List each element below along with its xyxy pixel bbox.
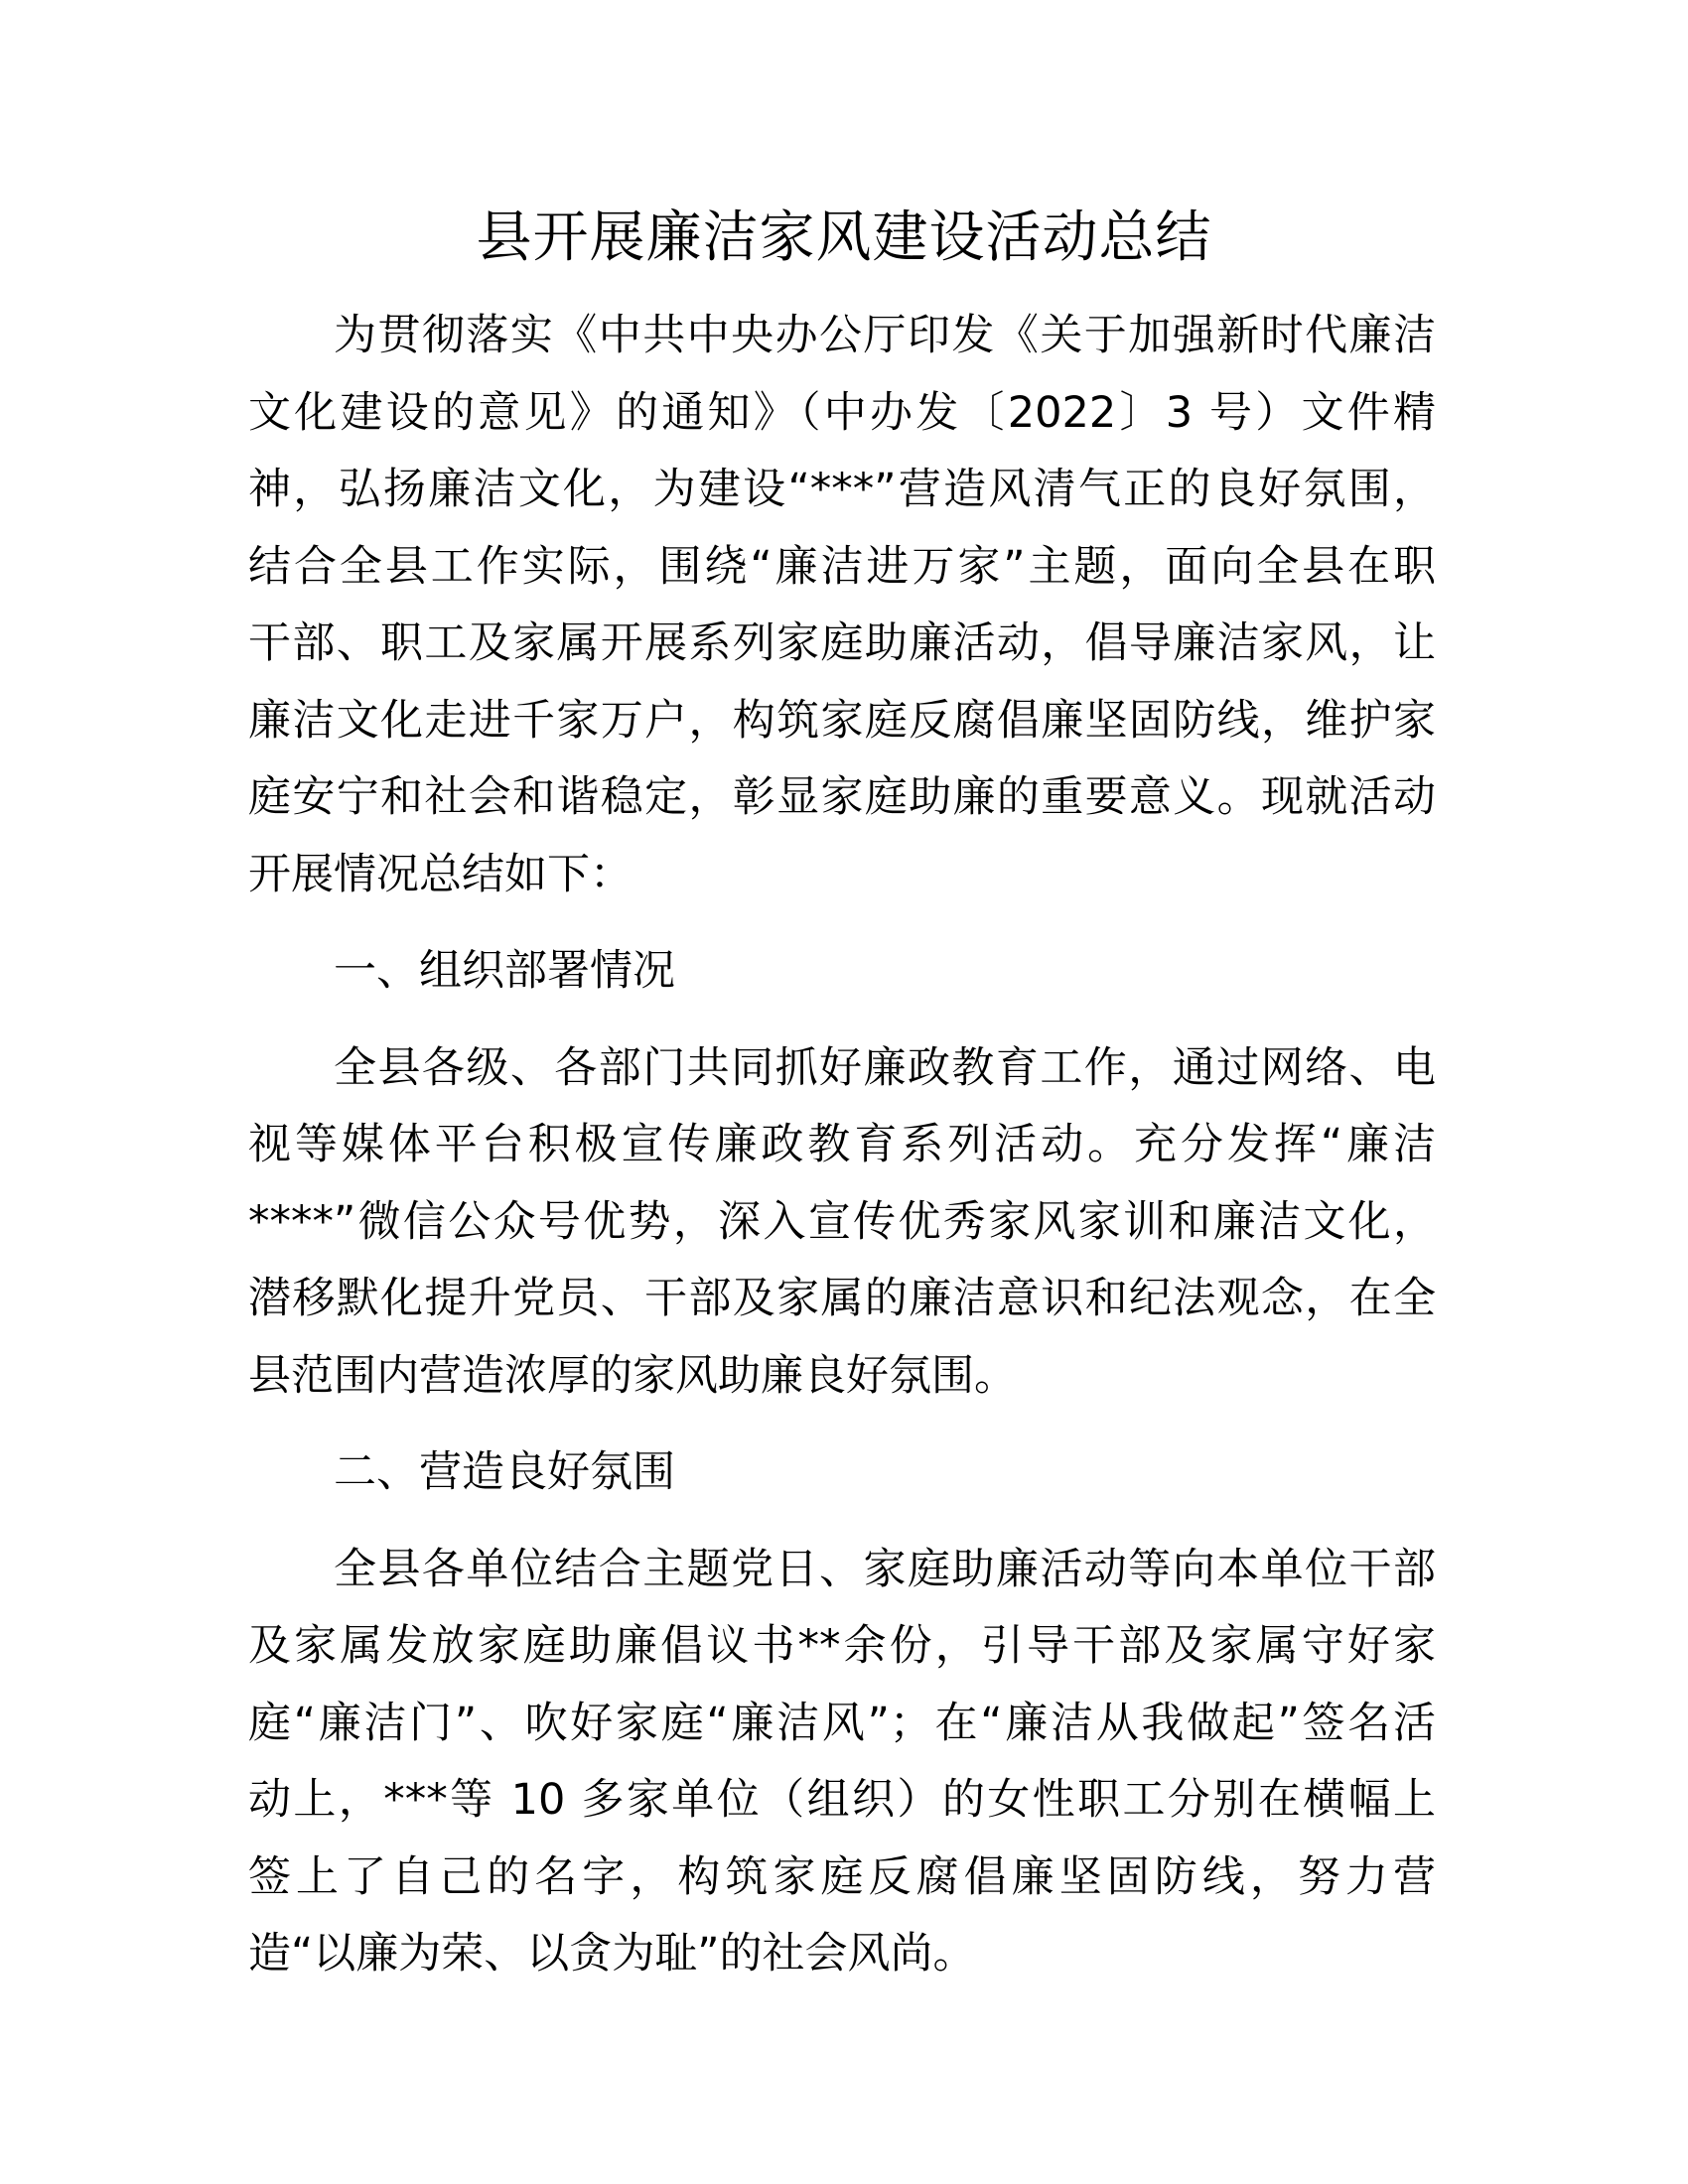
text-line: 神，弘扬廉洁文化，为建设“***”营造风清气正的良好氛围， bbox=[248, 465, 1436, 514]
text-line: 文化建设的意见》的通知》（中办发〔2022〕3 号）文件精 bbox=[248, 387, 1436, 438]
text-line: 县范围内营造浓厚的家风助廉良好氛围。 bbox=[248, 1350, 1017, 1401]
text-line: 开展情况总结如下： bbox=[248, 849, 633, 899]
text-line: 动上，***等 10 多家单位（组织）的女性职工分别在横幅上 bbox=[248, 1775, 1436, 1825]
text-line: 造“以廉为荣、以贪为耻”的社会风尚。 bbox=[248, 1929, 976, 1979]
text-line: 为贯彻落实《中共中央办公厅印发《关于加强新时代廉洁 bbox=[334, 311, 1436, 360]
section-1-paragraph bbox=[248, 1030, 1436, 1416]
text-line: 全县各单位结合主题党日、家庭助廉活动等向本单位干部 bbox=[334, 1544, 1436, 1594]
text-line: 庭安宁和社会和谐稳定，彰显家庭助廉的重要意义。现就活动 bbox=[248, 772, 1436, 822]
text-line: 干部、职工及家属开展系列家庭助廉活动，倡导廉洁家风，让 bbox=[248, 618, 1436, 668]
text-line: 全县各级、各部门共同抓好廉政教育工作，通过网络、电 bbox=[334, 1042, 1436, 1093]
section-heading-text: 一、组织部署情况 bbox=[334, 946, 675, 996]
text-line: 潜移默化提升党员、干部及家属的廉洁意识和纪法观念，在全 bbox=[248, 1274, 1436, 1323]
section-heading-text: 二、营造良好氛围 bbox=[334, 1447, 675, 1497]
section-2-paragraph bbox=[248, 1532, 1436, 1993]
text-line: 视等媒体平台积极宣传廉政教育系列活动。充分发挥“廉洁 bbox=[248, 1120, 1436, 1169]
document-body bbox=[248, 298, 1436, 1993]
text-line: 及家属发放家庭助廉倡议书**余份，引导干部及家属守好家 bbox=[248, 1621, 1436, 1671]
intro-paragraph bbox=[248, 298, 1436, 913]
text-line: 庭“廉洁门”、吹好家庭“廉洁风”；在“廉洁从我做起”签名活 bbox=[248, 1698, 1436, 1748]
text-line: 签上了自己的名字，构筑家庭反腐倡廉坚固防线，努力营 bbox=[248, 1851, 1436, 1902]
text-line: ****”微信公众号优势，深入宣传优秀家风家训和廉洁文化， bbox=[248, 1196, 1436, 1247]
text-line: 廉洁文化走进千家万户，构筑家庭反腐倡廉坚固防线，维护家 bbox=[248, 695, 1436, 746]
section-heading-1 bbox=[248, 933, 1436, 1011]
document-title: 县开展廉洁家风建设活动总结 bbox=[476, 205, 1212, 270]
section-heading-2 bbox=[248, 1434, 1436, 1512]
text-line: 结合全县工作实际，围绕“廉洁进万家”主题，面向全县在职 bbox=[248, 541, 1436, 592]
